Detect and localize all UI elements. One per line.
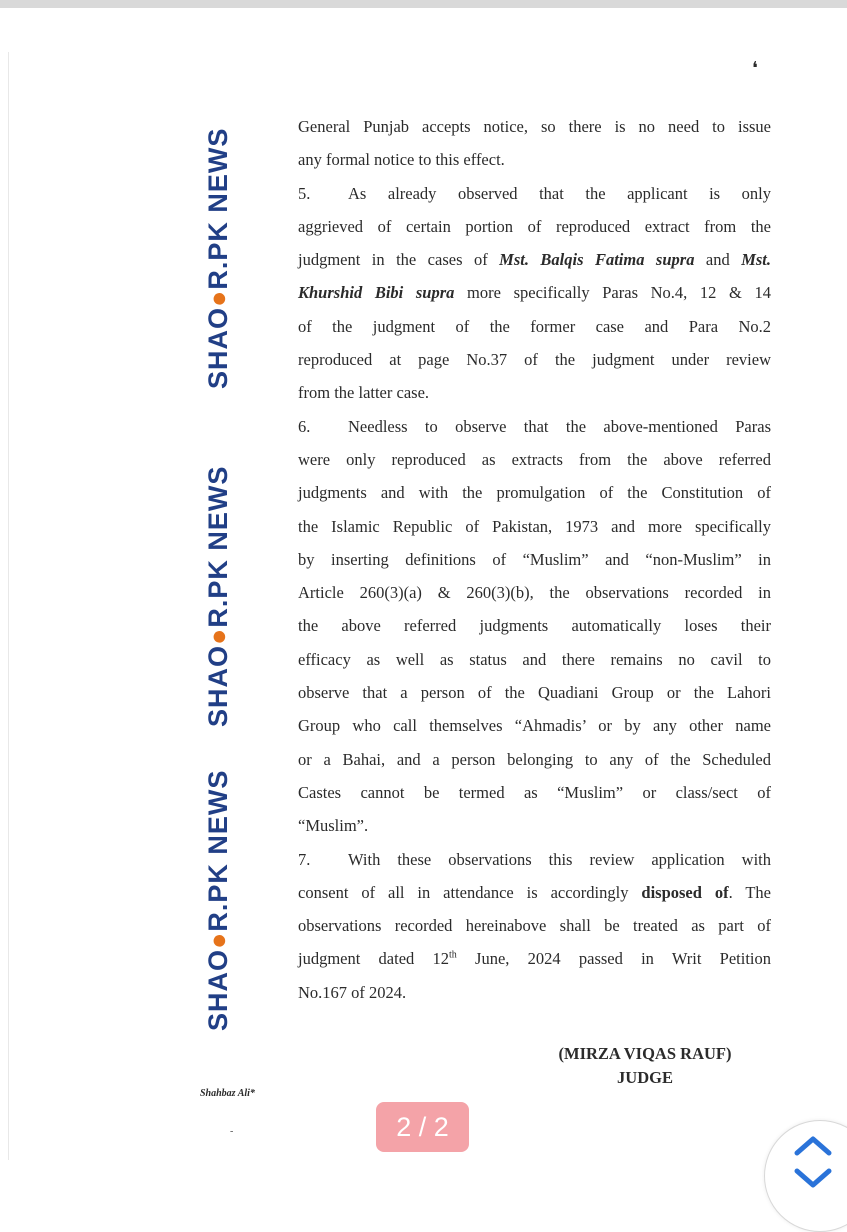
watermark-shaoor-news: SHAO●R.PK NEWS xyxy=(203,465,233,727)
paragraph-line: No.167 of 2024. xyxy=(298,982,407,1002)
paragraph-line: the above referred judgments automatically loses their xyxy=(298,616,771,636)
paragraph-line: judgment in the cases of Mst. Balqis Fatima supra and Mst. xyxy=(298,250,771,270)
paragraph-line: observations recorded hereinabove shall be treated as part of xyxy=(298,916,771,936)
paragraph-line: Article 260(3)(a) & 260(3)(b), the observations recorded in xyxy=(298,583,771,603)
case-name: Mst. Balqis Fatima supra xyxy=(499,250,695,270)
paragraph-line: “Muslim”. xyxy=(298,816,369,836)
chevron-down-icon[interactable] xyxy=(791,1165,835,1191)
paragraph-line: judgments and with the promulgation of the Constitution of xyxy=(298,483,771,503)
watermark-shaoor-news: SHAO●R.PK NEWS xyxy=(203,127,233,389)
paragraph-line: by inserting definitions of “Muslim” and “non-Muslim” in xyxy=(298,549,771,569)
paragraph-line: Khurshid Bibi supra more specifically Paras No.4, 12 & 14 xyxy=(298,283,771,303)
case-name: Mst. xyxy=(741,250,771,270)
paragraph-line: of the judgment of the former case and Para No.2 xyxy=(298,316,771,336)
paragraph-line: efficacy as well as status and there remains no cavil to xyxy=(298,649,771,669)
paragraph-line: observe that a person of the Quadiani Group or the Lahori xyxy=(298,683,771,703)
watermark-shaoor-news: SHAO●R.PK NEWS xyxy=(203,769,233,1031)
viewer-bottom-strip xyxy=(0,1160,847,1200)
paragraph-5-first-line: 5. As already observed that the applicant is only xyxy=(298,177,771,210)
paragraph-number: 5. xyxy=(298,183,311,203)
paragraph-line: any formal notice to this effect. xyxy=(298,150,505,170)
paragraph-line: General Punjab accepts notice, so there is no need to issue xyxy=(298,117,771,136)
paragraph-line: reproduced at page No.37 of the judgment under review xyxy=(298,350,771,370)
paragraph-line: Castes cannot be termed as “Muslim” or class/sect of xyxy=(298,782,771,802)
judge-signature-block xyxy=(520,1042,770,1090)
disposed-of-emphasis: disposed of xyxy=(641,882,729,902)
case-name: Khurshid Bibi supra xyxy=(298,283,455,303)
stray-mark: - xyxy=(230,1126,234,1137)
pen-mark: ❛ xyxy=(752,58,758,78)
paragraph-line: the Islamic Republic of Pakistan, 1973 and more specifically xyxy=(298,516,771,536)
paragraph-line: judgment dated 12th June, 2024 passed in Writ Petition xyxy=(298,949,772,969)
paragraph-line: aggrieved of certain portion of reproduced extract from the xyxy=(298,216,771,236)
viewer-top-bar xyxy=(0,0,847,8)
paragraph-6-first-line: 6. Needless to observe that the above-mentioned Paras xyxy=(298,410,771,443)
paragraph-number: 6. xyxy=(298,416,311,436)
paragraph-line: from the latter case. xyxy=(298,383,430,403)
paragraph-7-first-line: 7. With these observations this review application with xyxy=(298,843,771,876)
page-indicator: 2 / 2 xyxy=(376,1102,469,1152)
judge-name: (MIRZA VIQAS RAUF) xyxy=(558,1044,732,1063)
watermark-o-mark: ● xyxy=(203,931,233,949)
watermark-o-mark: ● xyxy=(203,289,233,307)
stenographer-initials: Shahbaz Ali* xyxy=(200,1088,255,1099)
paragraph-line: were only reproduced as extracts from the above referred xyxy=(298,449,771,469)
watermark-o-mark: ● xyxy=(203,627,233,645)
paragraph-line: Group who call themselves “Ahmadis’ or by any other name xyxy=(298,716,771,736)
chevron-up-icon[interactable] xyxy=(791,1133,835,1159)
paragraph-line: consent of all in attendance is accordingly disposed of. The xyxy=(298,882,771,902)
judge-title: JUDGE xyxy=(617,1068,673,1087)
judgment-text xyxy=(298,110,771,1009)
paragraph-line: or a Bahai, and a person belonging to any of the Scheduled xyxy=(298,749,771,769)
paragraph-number: 7. xyxy=(298,849,311,869)
